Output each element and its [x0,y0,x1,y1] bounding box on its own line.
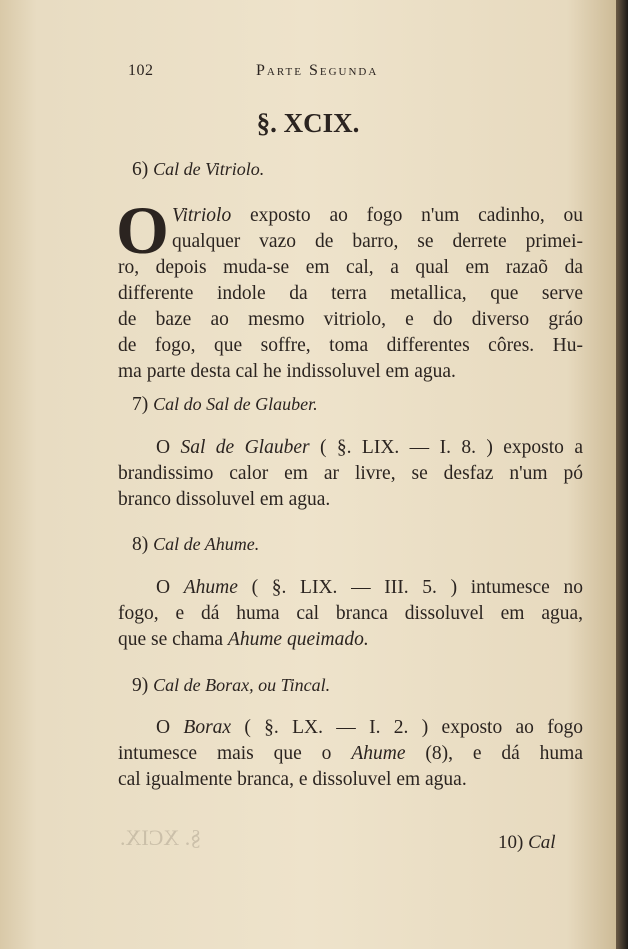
page-edge [616,0,628,949]
line-text: ( §. LIX. — III. 5. ) intumesce no [237,577,583,598]
line-text: intumesce mais que o [118,743,352,764]
line-text: que se chama [118,629,228,650]
italic-term: Ahume [183,577,238,598]
text-line: ma parte desta cal he indissoluvel em agua. [118,361,456,382]
text-line [118,630,583,650]
catchword [498,832,556,854]
text-line: brandissimo calor em ar livre, se desfaz n'um pó [118,463,583,484]
running-head [128,62,468,82]
entry-heading [132,160,597,180]
text-line: cal igualmente branca, e dissoluvel em agua. [118,769,467,790]
text-line [172,206,583,226]
section-heading: §. XCIX. [256,108,360,138]
entry-title: Cal do Sal de Glauber. [153,394,318,414]
catchword-word: Cal [528,832,556,853]
text-line: qualquer vazo de barro, se derrete primei- [172,231,583,252]
italic-term: Ahume [351,743,406,764]
entry-title: Cal de Ahume. [153,534,260,554]
entry-number: 8) [132,534,149,555]
bleed-through-mark: §. XCIX. [120,825,202,850]
running-title: Parte Segunda [256,62,379,79]
line-text: ( §. LIX. — I. 8. ) exposto a [309,437,583,458]
entry-heading [132,676,597,696]
text-line: branco dissoluvel em agua. [118,489,331,510]
text-line: fogo, e dá huma cal branca dissoluvel em agua, [118,603,583,624]
italic-term: Sal de Glauber [180,437,310,458]
text-line [118,744,583,764]
line-text: exposto ao fogo n'um cadinho, ou [231,205,583,226]
entry-number: 6) [132,159,149,180]
text-line [156,438,583,458]
text-line: differente indole da terra metallica, que serve [118,283,583,304]
text-line: ro, depois muda-se em cal, a qual em razaõ da [118,257,583,278]
line-text: O [156,577,184,598]
line-text: (8), e dá huma [405,743,584,764]
entry-heading [132,395,597,415]
line-text: O [156,437,181,458]
italic-term: Ahume queimado. [227,629,369,650]
entry-number: 7) [132,394,149,415]
entry-title: Cal de Borax, ou Tincal. [153,675,331,695]
page-number: 102 [128,62,154,79]
text-line [156,718,583,738]
italic-term: Vitriolo [172,205,232,226]
entry-heading [132,535,597,555]
catchword-number: 10) [498,832,524,853]
line-text: ( §. LX. — I. 2. ) exposto ao fogo [231,717,583,738]
italic-term: Borax [183,717,232,738]
text-line: de baze ao mesmo vitriolo, e do diverso gráo [118,309,583,330]
entry-title: Cal de Vitriolo. [153,159,265,179]
entry-number: 9) [132,675,149,696]
text-line: de fogo, que soffre, toma differentes côres. Hu- [118,335,583,356]
text-line [156,578,583,598]
line-text: O [156,717,184,738]
drop-cap: O [116,192,169,268]
